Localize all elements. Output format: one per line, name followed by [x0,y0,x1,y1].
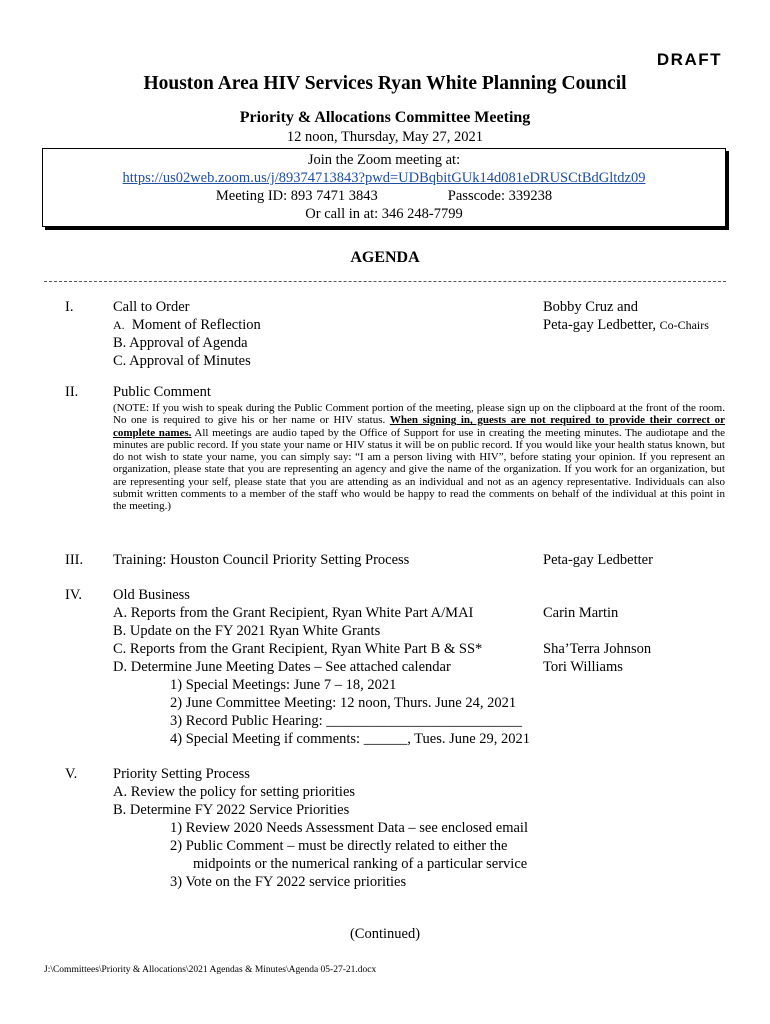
section-1-b: B. Approval of Agenda [113,335,248,351]
section-4-d: D. Determine June Meeting Dates – See attached calendar [113,659,451,675]
organization-title: Houston Area HIV Services Ryan White Planning Council [143,73,627,94]
meeting-datetime: 12 noon, Thursday, May 27, 2021 [286,129,484,145]
section-5-b-1: 1) Review 2020 Needs Assessment Data – see enclosed email [170,820,528,836]
section-5-title: Priority Setting Process [113,766,250,782]
section-4-d-3: 3) Record Public Hearing: ___________________________ [170,713,522,729]
section-5-number: V. [65,766,78,782]
note-bold-part: When signing in, guests are not required to provide their correct or complete names. [113,414,725,439]
section-4-a-presenter: Carin Martin [543,605,619,621]
section-4-number: IV. [65,587,83,603]
note-part-2: All meetings are audio taped by the Office of Support for use in creating the meeting minutes. The audiotape and the minutes are public record. If you state your name or HIV status it will be on public record. If you would like your health status known, but do not wish to state your name, you can simply say: “I am a person living with HIV”, before stating your opinion. If you represent an organization, please state that you are representing an agency and give the name of the organization. If you work for an organization, but are representing your self, please state that you are attending as an individual and not as an agency representative. Individuals can also submit written comments to a member of the staff who would be happy to read the comments on behalf of the individual at this point in the meeting.) [113,426,725,513]
section-3-title: Training: Houston Council Priority Setting Process [113,552,410,568]
section-1-c: C. Approval of Minutes [113,353,251,369]
zoom-info-box [42,148,726,227]
zoom-meeting-link[interactable]: https://us02web.zoom.us/j/89374713843?pwd=UDBqbitGUk14d081eDRUSCtBdGltdz09 [122,170,646,186]
agenda-heading: AGENDA [350,249,420,266]
section-3-presenter: Peta-gay Ledbetter [543,552,653,568]
section-2-number: II. [65,384,79,400]
section-5-b-2-continued: midpoints or the numerical ranking of a particular service [193,856,528,872]
section-4-c-presenter: Sha’Terra Johnson [543,641,652,657]
section-1-presenter-1: Bobby Cruz and [543,299,639,315]
section-1-number: I. [65,299,74,315]
section-2-title: Public Comment [113,384,211,400]
note-part-1: (NOTE: If you wish to speak during the Public Comment portion of the meeting, please sign up on the clipboard at the front of the room. No one is required to give his or her name or HIV status. [113,402,725,427]
section-4-d-2: 2) June Committee Meeting: 12 noon, Thurs. June 24, 2021 [170,695,517,711]
section-1-cochairs: Co-Chairs [659,318,709,332]
public-comment-note [113,402,725,513]
section-5-b-2: 2) Public Comment – must be directly related to either the [170,838,508,854]
section-5-b-3: 3) Vote on the FY 2022 service priorities [170,874,407,890]
section-4-d-1: 1) Special Meetings: June 7 – 18, 2021 [170,677,397,693]
section-4-d-4: 4) Special Meeting if comments: ______, Tues. June 29, 2021 [170,731,531,747]
section-3-number: III. [65,552,84,568]
continued-label: (Continued) [349,926,421,942]
section-4-title: Old Business [113,587,190,603]
dashed-divider [44,281,726,282]
section-5-a: A. Review the policy for setting priorities [113,784,356,800]
section-4-d-presenter: Tori Williams [543,659,623,675]
section-4-b: B. Update on the FY 2021 Ryan White Grants [113,623,381,639]
zoom-passcode: Passcode: 339238 [447,188,553,204]
section-4-a: A. Reports from the Grant Recipient, Ryan White Part A/MAI [113,605,474,621]
committee-title: Priority & Allocations Committee Meeting [239,109,531,126]
zoom-callin: Or call in at: 346 248-7799 [305,206,463,222]
section-5-b: B. Determine FY 2022 Service Priorities [113,802,350,818]
zoom-meeting-id: Meeting ID: 893 7471 3843 [215,188,378,204]
file-path-footer: J:\Committees\Priority & Allocations\2021 Agendas & Minutes\Agenda 05-27-21.docx [44,965,377,975]
section-4-c: C. Reports from the Grant Recipient, Ryan White Part B & SS* [113,641,483,657]
section-1-a-text: Moment of Reflection [131,317,261,333]
draft-label: DRAFT [656,50,722,69]
section-1-title: Call to Order [113,299,190,315]
section-1-a-letter: A. [113,318,125,332]
zoom-join-text: Join the Zoom meeting at: [307,152,461,168]
section-1-presenter-2: Peta-gay Ledbetter, [543,317,656,333]
